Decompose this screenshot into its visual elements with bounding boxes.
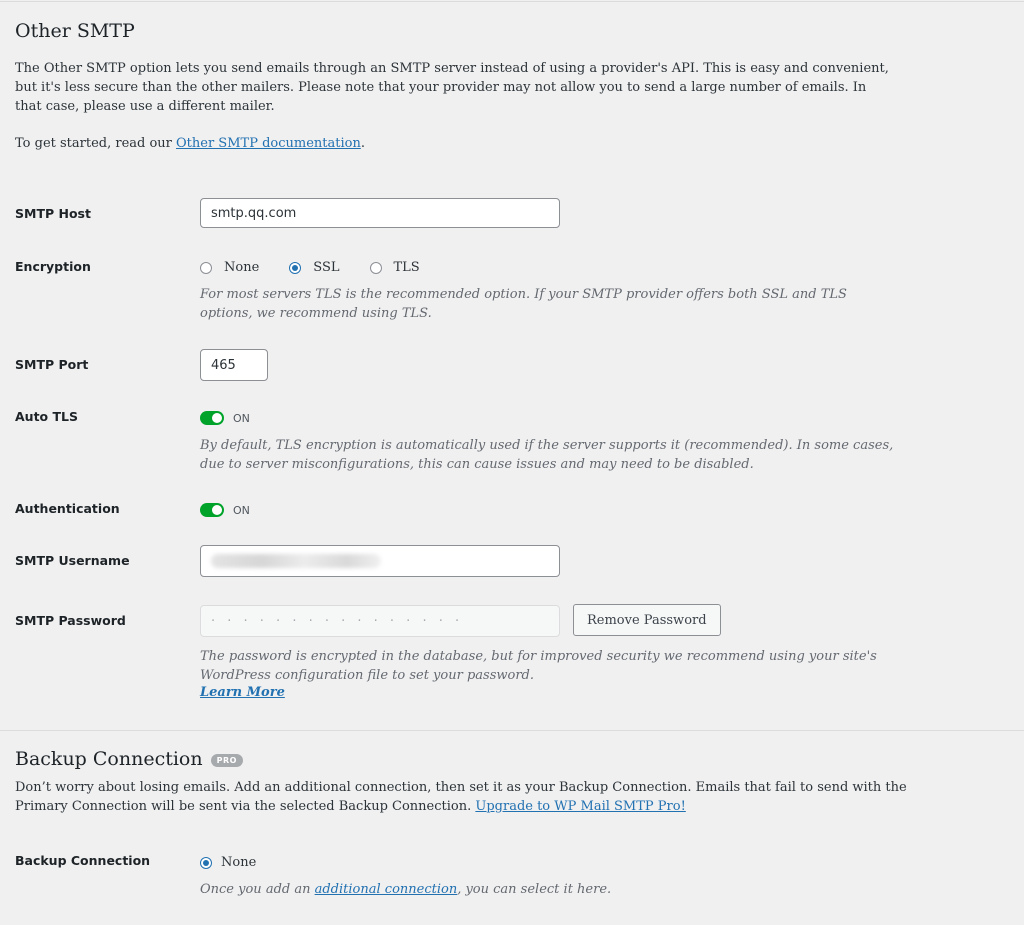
top-divider [0, 1, 1024, 2]
additional-connection-link[interactable]: additional connection [314, 882, 458, 897]
auto-tls-state: ON [233, 411, 250, 425]
authentication-toggle[interactable] [200, 503, 224, 517]
authentication-toggle-row [200, 503, 250, 517]
smtp-password-label: SMTP Password [15, 613, 126, 628]
smtp-password-masked: · · · · · · · · · · · · · · · · [211, 613, 464, 629]
authentication-state: ON [233, 503, 250, 517]
smtp-username-input[interactable] [200, 545, 560, 577]
encryption-none-radio[interactable] [200, 262, 212, 274]
other-smtp-intro: The Other SMTP option lets you send emails through an SMTP server instead of using a provider's API. This is easy and convenient, but it's less secure than the other mailers. Please note that your provider may not allow you to send a large number of emails. In that case, please use a different mailer. [15, 61, 889, 114]
smtp-host-label: SMTP Host [15, 206, 91, 221]
encryption-none-label[interactable]: None [224, 260, 260, 275]
encryption-description: For most servers TLS is the recommended option. If your SMTP provider offers both SSL and TLS options, we recommend using TLS. [200, 287, 847, 321]
backup-connection-hint: Once you add an additional connection, you can select it here. [200, 882, 612, 897]
smtp-port-label: SMTP Port [15, 357, 89, 372]
encryption-tls-label[interactable]: TLS [393, 260, 420, 275]
smtp-host-value: smtp.qq.com [211, 205, 297, 221]
encryption-tls-radio[interactable] [370, 262, 382, 274]
smtp-port-value: 465 [211, 357, 236, 373]
backup-connection-label: Backup Connection [15, 853, 151, 868]
smtp-host-input[interactable] [200, 198, 560, 228]
smtp-username-blurred-value [211, 554, 381, 568]
auto-tls-description: By default, TLS encryption is automatically used if the server supports it (recommended). In some cases, due to server misconfigurations, this can cause issues and may need to be disabled. [200, 438, 894, 472]
backup-connection-title: Backup Connection PRO [15, 748, 243, 770]
smtp-password-input[interactable] [200, 605, 560, 637]
backup-none-radio[interactable] [200, 857, 212, 869]
auto-tls-label: Auto TLS [15, 409, 78, 424]
other-smtp-doc-link[interactable]: Other SMTP documentation [176, 136, 361, 151]
backup-none-label[interactable]: None [221, 855, 257, 870]
backup-connection-intro: Don’t worry about losing emails. Add an additional connection, then set it as your Backup Connection. Emails that fail to send with the Primary Connection will be sent via the selected Backup Connection. Upgrade to WP Mail SMTP Pro! [15, 780, 907, 814]
smtp-username-label: SMTP Username [15, 553, 130, 568]
remove-password-button[interactable]: Remove Password [573, 604, 721, 636]
backup-connection-options [200, 855, 286, 870]
encryption-options [200, 260, 450, 275]
encryption-ssl-label[interactable]: SSL [313, 260, 340, 275]
auto-tls-toggle-row [200, 411, 250, 425]
upgrade-pro-link[interactable]: Upgrade to WP Mail SMTP Pro! [475, 799, 686, 814]
encryption-label: Encryption [15, 259, 91, 274]
section-divider [0, 730, 1024, 731]
authentication-label: Authentication [15, 501, 120, 516]
pro-badge: PRO [211, 754, 243, 767]
auto-tls-toggle[interactable] [200, 411, 224, 425]
other-smtp-title: Other SMTP [15, 20, 135, 42]
learn-more-link[interactable]: Learn More [200, 685, 285, 700]
smtp-port-input[interactable] [200, 349, 268, 381]
getting-started-text: To get started, read our Other SMTP documentation. [15, 136, 365, 151]
smtp-password-description: The password is encrypted in the database, but for improved security we recommend using your site's WordPress configuration file to set your password. [200, 649, 877, 683]
encryption-ssl-radio[interactable] [289, 262, 301, 274]
